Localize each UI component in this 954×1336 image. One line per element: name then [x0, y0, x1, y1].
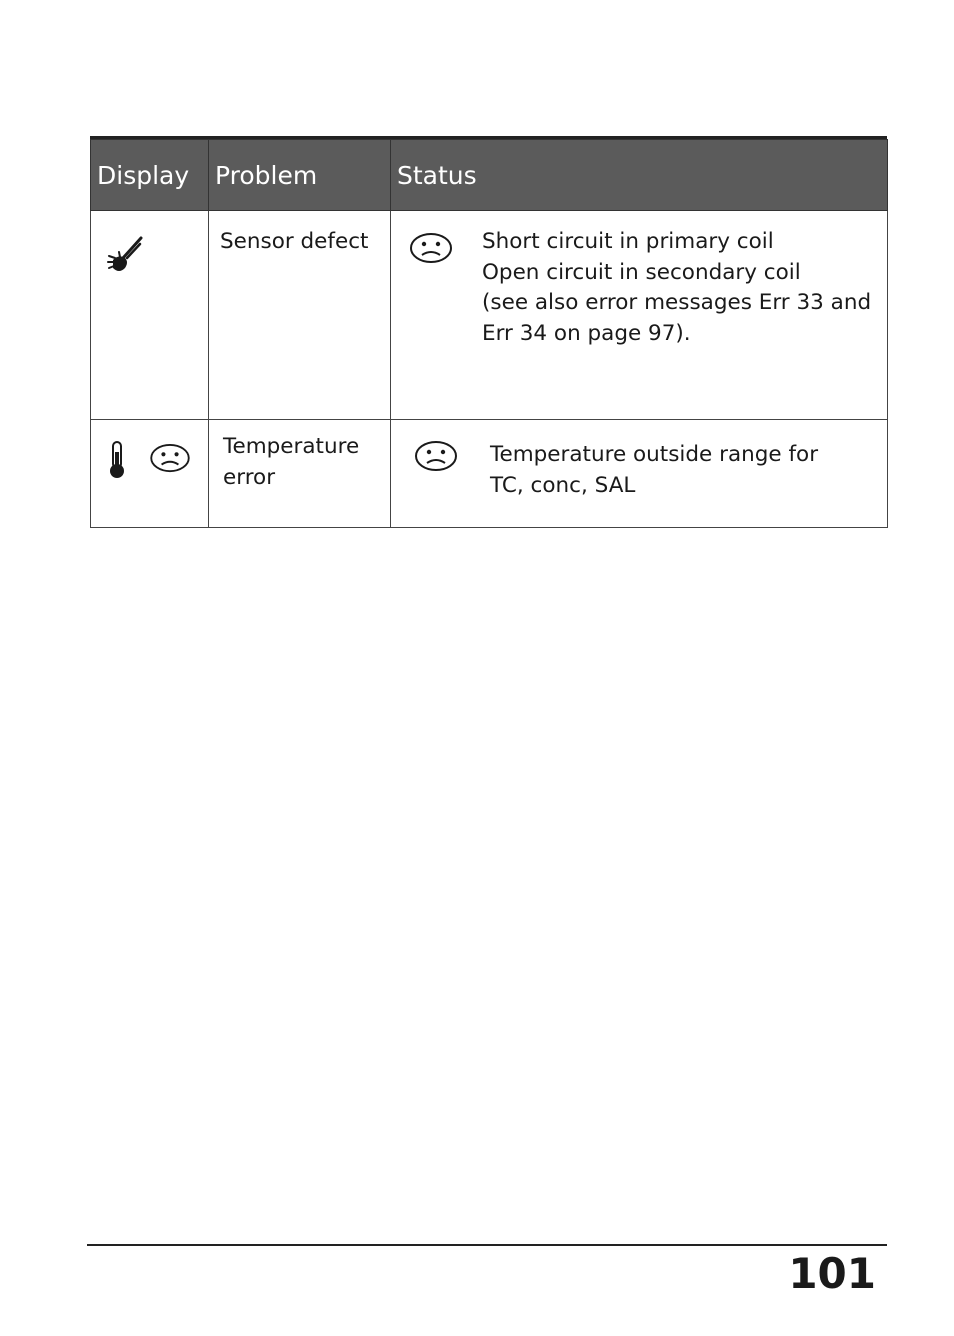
display-cell [91, 420, 209, 528]
sad-face-icon [409, 232, 453, 264]
problem-text: Sensor defect [220, 229, 369, 254]
error-table [90, 139, 888, 528]
table-row [91, 211, 888, 420]
page-number: 101 [788, 1249, 876, 1298]
header-status: Status [391, 140, 888, 211]
status-line: (see also error messages Err 33 and [482, 290, 872, 315]
problem-line: Temperature [223, 434, 360, 459]
display-cell [91, 211, 209, 420]
table-row [91, 420, 888, 528]
footer-rule [87, 1244, 887, 1246]
header-problem: Problem [209, 140, 391, 211]
problem-cell [209, 211, 391, 420]
problem-line: error [223, 464, 276, 490]
thermometer-icon [108, 440, 126, 480]
problem-cell [209, 420, 391, 528]
table-header-row [91, 140, 888, 211]
status-cell [391, 211, 888, 420]
status-text [453, 211, 881, 349]
status-line: TC, conc, SAL [490, 472, 636, 498]
status-text [458, 420, 828, 501]
status-line: Open circuit in secondary coil [482, 259, 801, 285]
problem-text [209, 420, 390, 493]
status-line: Temperature outside range for [490, 442, 819, 467]
sad-face-icon [149, 443, 191, 473]
status-line: Short circuit in primary coil [482, 229, 774, 254]
status-line: Err 34 on page 97). [482, 320, 691, 346]
status-cell [391, 420, 888, 528]
header-display: Display [91, 140, 209, 211]
sensor-defect-icon [107, 236, 145, 274]
sad-face-icon [414, 440, 458, 472]
